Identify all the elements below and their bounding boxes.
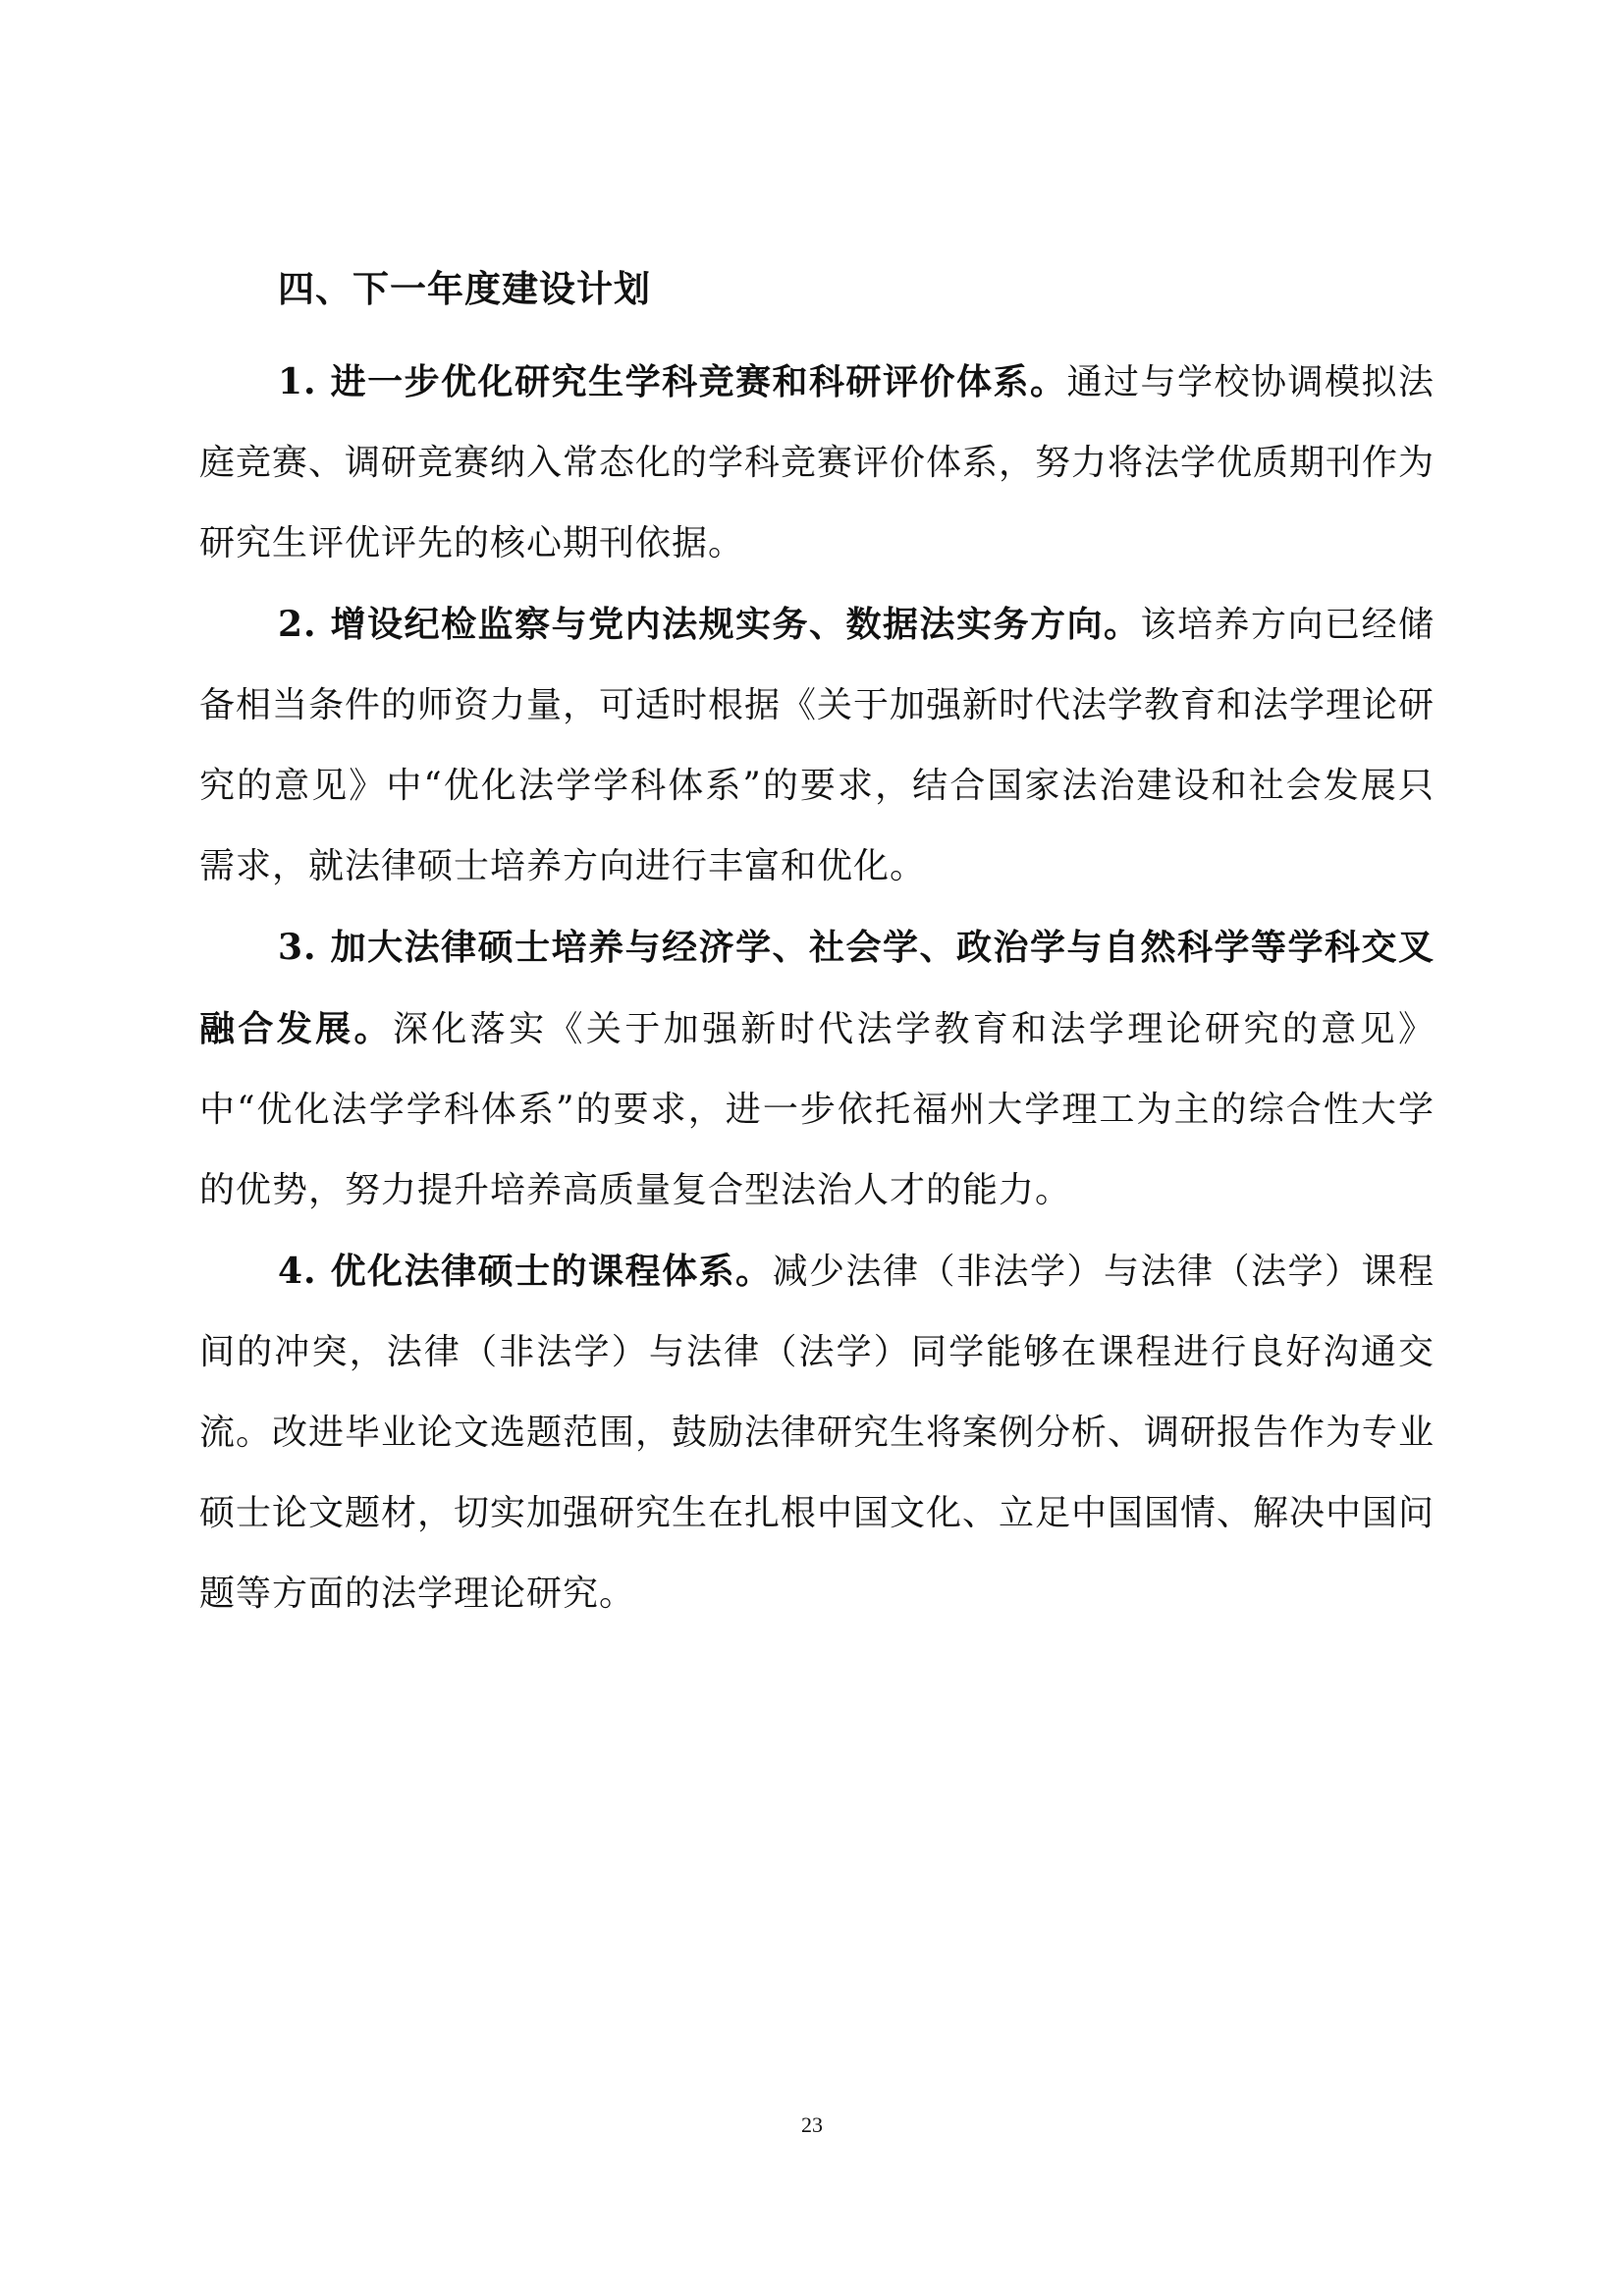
plan-item-1-lead: 1. 进一步优化研究生学科竞赛和科研评价体系。 <box>278 361 1067 402</box>
plan-item-3 <box>199 907 1435 1231</box>
page-number: 23 <box>801 2112 823 2137</box>
plan-item-1-body: 通过与学校协调模拟法庭竞赛、调研竞赛纳入常态化的学科竞赛评价体系，努力将法学优质期刊作为研究生评优评先的核心期刊依据。 <box>199 362 1435 563</box>
plan-item-2-body: 该培养方向已经储备相当条件的师资力量，可适时根据《关于加强新时代法学教育和法学理论研究的意见》中“优化法学学科体系”的要求，结合国家法治建设和社会发展只需求，就法律硕士培养方向进行丰富和优化。 <box>199 605 1435 886</box>
plan-item-4 <box>199 1231 1435 1634</box>
plan-item-3-lead: 3. 加大法律硕士培养与经济学、社会学、政治学与自然科学等学科交叉融合发展。 <box>199 927 1435 1049</box>
plan-item-1 <box>199 342 1435 584</box>
plan-item-3-body: 深化落实《关于加强新时代法学教育和法学理论研究的意见》中“优化法学学科体系”的要求，进一步依托福州大学理工为主的综合性大学的优势，努力提升培养高质量复合型法治人才的能力。 <box>199 1009 1435 1210</box>
plan-item-2-lead: 2. 增设纪检监察与党内法规实务、数据法实务方向。 <box>278 604 1141 645</box>
plan-item-4-body: 减少法律（非法学）与法律（法学）课程间的冲突，法律（非法学）与法律（法学）同学能够在课程进行良好沟通交流。改进毕业论文选题范围，鼓励法律研究生将案例分析、调研报告作为专业硕士论文题材，切实加强研究生在扎根中国文化、立足中国国情、解决中国问题等方面的法学理论研究。 <box>199 1252 1435 1614</box>
plan-item-4-lead: 4. 优化法律硕士的课程体系。 <box>278 1251 773 1292</box>
page-content <box>199 257 1435 1634</box>
section-heading: 四、下一年度建设计划 <box>278 267 651 310</box>
plan-item-2 <box>199 584 1435 907</box>
